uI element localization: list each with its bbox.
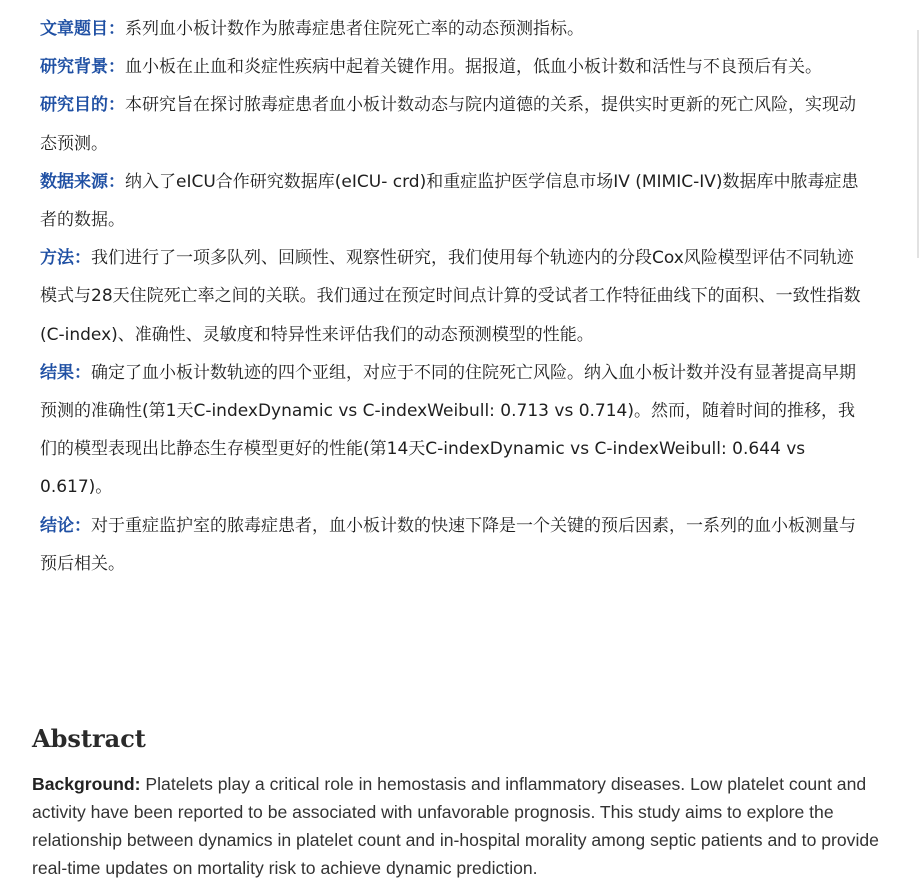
zh-paragraph-methods	[40, 239, 870, 354]
zh-label-background: 研究背景：	[40, 57, 125, 78]
en-label-background: Background:	[32, 774, 141, 794]
zh-paragraph-conclusion	[40, 507, 870, 583]
en-paragraph-background	[32, 770, 892, 882]
zh-text-data-source: 纳入了eICU合作研究数据库(eICU- crd)和重症监护医学信息市场IV (MIMIC-IV)数据库中脓毒症患者的数据。	[40, 171, 859, 231]
abstract-heading: Abstract	[32, 724, 146, 753]
chinese-abstract	[40, 10, 870, 583]
zh-text-methods: 我们进行了一项多队列、回顾性、观察性研究，我们使用每个轨迹内的分段Cox风险模型评估不同轨迹模式与28天住院死亡率之间的关联。我们通过在预定时间点计算的受试者工作特征曲线下的面积、一致性指数(C-index)、准确性、灵敏度和特异性来评估我们的动态预测模型的性能。	[40, 248, 861, 345]
english-abstract	[32, 770, 892, 882]
zh-paragraph-objective	[40, 86, 870, 162]
en-text-background: Platelets play a critical role in hemostasis and inflammatory diseases. Low platelet count and activity have been reported to be associated with unfavorable prognosis. This study aims to explore the relationship between dynamics in platelet count and in-hospital morality among septic patients and to provide real-time updates on mortality risk to achieve dynamic prediction.	[32, 774, 879, 878]
zh-text-title: 系列血小板计数作为脓毒症患者住院死亡率的动态预测指标。	[125, 19, 584, 39]
zh-paragraph-results	[40, 354, 870, 507]
zh-text-results: 确定了血小板计数轨迹的四个亚组，对应于不同的住院死亡风险。纳入血小板计数并没有显著提高早期预测的准确性(第1天C-indexDynamic vs C-indexWeibull: 0.713 vs 0.714)。然而，随着时间的推移，我们的模型表现出比静态生存模型更好的性能(第14天C-indexDynamic vs C-indexWeibull: 0.644 vs 0.617)。	[40, 362, 856, 498]
zh-paragraph-data-source	[40, 163, 870, 239]
zh-text-objective: 本研究旨在探讨脓毒症患者血小板计数动态与院内道德的关系，提供实时更新的死亡风险，实现动态预测。	[40, 95, 856, 154]
zh-label-conclusion: 结论：	[40, 515, 91, 536]
zh-text-conclusion: 对于重症监护室的脓毒症患者，血小板计数的快速下降是一个关键的预后因素，一系列的血小板测量与预后相关。	[40, 515, 856, 574]
zh-paragraph-title	[40, 10, 870, 48]
zh-text-background: 血小板在止血和炎症性疾病中起着关键作用。据报道，低血小板计数和活性与不良预后有关。	[125, 57, 822, 78]
zh-label-results: 结果：	[40, 362, 91, 383]
zh-label-objective: 研究目的：	[40, 95, 125, 116]
zh-label-title: 文章题目：	[40, 19, 125, 39]
zh-label-data-source: 数据来源：	[40, 171, 125, 192]
zh-paragraph-background	[40, 48, 870, 86]
zh-label-methods: 方法：	[40, 248, 91, 269]
